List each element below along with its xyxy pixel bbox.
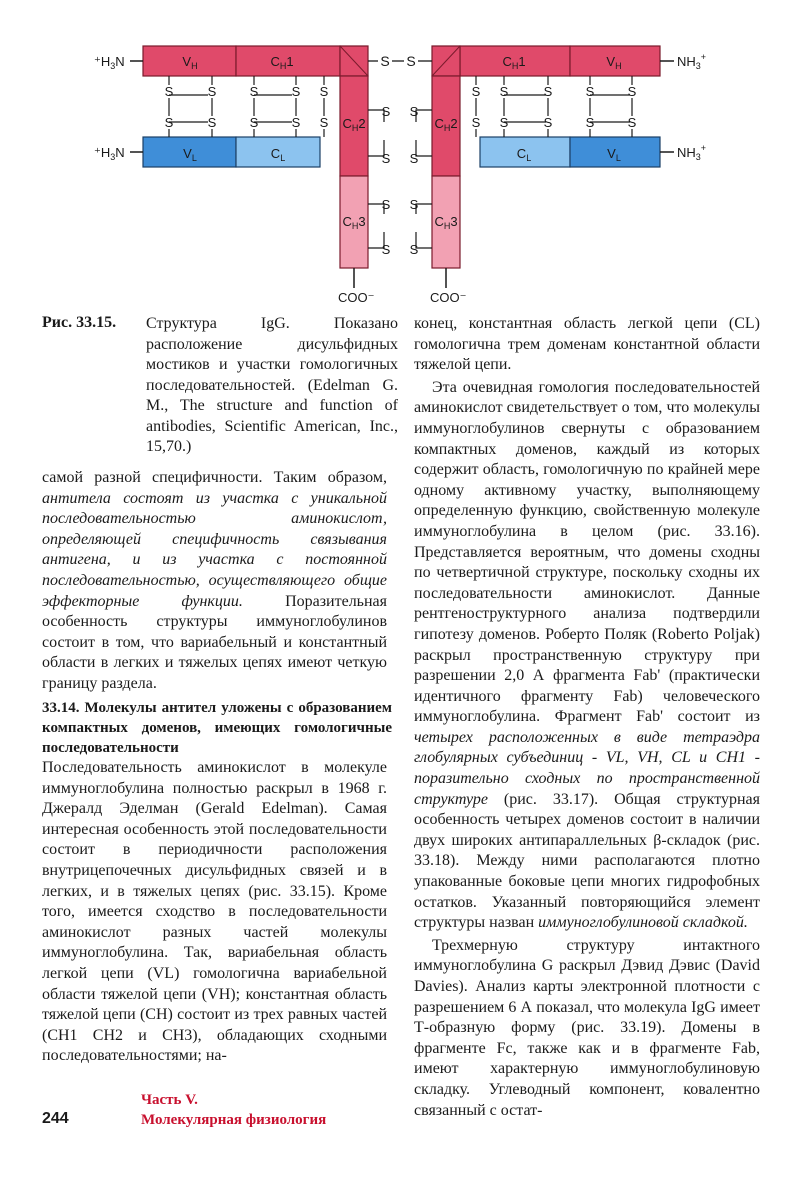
vh-label: $V_H$ [606, 54, 622, 71]
paragraph: Трехмерную структуру интактного иммуноглобулина G раскрыл Дэвид Дэвис (David Davies). Анализ карты электронной плотности с разрешением 6 А показал, что молекула IgG имеет Т-образную форму (рис. 33.19). Домены в фрагменте Fc, также как и в фрагменте Fab, имеют характерную иммуноглобулиновую складку. Углеводный компонент, ковалентно связанный с остат- [414, 936, 760, 1119]
ss-label: S [543, 84, 553, 99]
ss-label: S [380, 53, 390, 69]
section-heading: 33.14. Молекулы антител уложены с образованием компактных доменов, имеющих гомологичные последовательности [42, 700, 392, 756]
ss-label: S [381, 197, 391, 212]
igg-structure-figure [0, 0, 801, 310]
ss-label: S [499, 115, 509, 130]
ss-label: S [471, 84, 481, 99]
figure-caption-text: Структура IgG. Показано расположение дисульфидных мостиков и участки гомологичных последовательностей. (Edelman G. M., The structure and function of antibodies, Scientific American, Inc., 15,70.) [146, 315, 398, 455]
ss-label: S [406, 53, 416, 69]
ss-label: S [499, 84, 509, 99]
ss-label: S [381, 104, 391, 119]
ch1-label: $C_H1$ [270, 54, 294, 71]
ss-label: S [585, 115, 595, 130]
ss-label: S [164, 115, 174, 130]
ss-label: S [585, 84, 595, 99]
footer-part-title: Часть V. Молекулярная физиология [141, 1092, 327, 1128]
n-terminus-label: $NH_3^+$ [677, 143, 707, 162]
n-terminus-label: $NH_3^+$ [677, 52, 707, 71]
vl-label: $V_L$ [183, 146, 197, 163]
ch3-label: $C_H3$ [342, 214, 366, 231]
c-terminus-label: COO⁻ [430, 290, 467, 305]
ss-label: S [409, 242, 419, 257]
right-column [414, 314, 760, 1121]
n-terminus-label: $^+H_3N$ [94, 54, 125, 71]
paragraph: Последовательность аминокислот в молекуле иммуноглобулина полностью раскрыл в 1968 г. Джералд Эделман (Gerald Edelman). Самая интересная особенность этой последовательности состоит в периодичности расположения внутрицепочечных дисульфидных связей и в легких, и в тяжелых цепях (рис. 33.15). Кроме того, имеется сходство в последовательности аминокислот разных частей молекулы иммуноглобулина. Так, вариабельная область легкой цепи (VL) гомологична вариабельной области тяжелой цепи (VH); константная область тяжелой цепи (CH) состоит из трех равных частей (CH1 CH2 и CH3), обладающих сходными последовательностями; на- [42, 759, 387, 1065]
paragraph: конец, константная область легкой цепи (CL) гомологична трем доменам константной области тяжелой цепи. [414, 315, 760, 374]
ss-label: S [207, 115, 217, 130]
left-column-body [42, 758, 387, 1067]
ss-label: S [627, 84, 637, 99]
ss-label: S [291, 115, 301, 130]
ss-label: S [471, 115, 481, 130]
cl-label: $C_L$ [516, 146, 532, 163]
ss-label: S [409, 151, 419, 166]
ss-label: S [319, 84, 329, 99]
ss-label: S [291, 84, 301, 99]
ss-label: S [249, 84, 259, 99]
ss-label: S [627, 115, 637, 130]
ss-label: S [319, 115, 329, 130]
vh-label: $V_H$ [182, 54, 198, 71]
ss-label: S [249, 115, 259, 130]
paragraph: Эта очевидная гомология последовательностей аминокислот свидетельствует о том, что молекулы иммуноглобулинов свернуты с образованием компактных доменов, каждый из которых содержит область, гомологичную по крайней мере одному активному участку, выполняющему определенную функцию, свойственную молекуле иммуноглобулина в целом (рис. 33.16). Представляется вероятным, что домены сходны по четвертичной структуре, поскольку сходны их последовательности аминокислот. Данные рентгеноструктурного анализа подтвердили гипотезу доменов. Роберто Поляк (Roberto Poljak) раскрыл пространственную структуру при разрешении 2,0 А фрагмента Fab' (практически идентичного фрагменту Fab) человеческого иммуноглобулина. Фрагмент Fab' состоит из четырех расположенных в виде тетраэдра глобулярных субъединиц - VL, VH, CL и CH1 - поразительно сходных по пространственной структуре (рис. 33.17). Общая структурная особенность четырех доменов состоит в наличии двух широких антипараллельных β-складок (рис. 33.18). Между ними располагаются плотно упакованные боковые цепи многих гидрофобных остатков. Указанный повторяющийся элемент структуры назван иммуноглобулиновой складкой. [414, 378, 760, 932]
ch2-label: $C_H2$ [342, 116, 366, 133]
ss-label: S [409, 104, 419, 119]
ss-label: S [543, 115, 553, 130]
ch3-label: $C_H3$ [434, 214, 458, 231]
ss-label: S [164, 84, 174, 99]
vl-label: $V_L$ [607, 146, 621, 163]
ss-label: S [381, 151, 391, 166]
figure-caption-label: Рис. 33.15. [42, 314, 117, 331]
cl-label: $C_L$ [270, 146, 286, 163]
ss-label: S [207, 84, 217, 99]
left-column [42, 468, 387, 695]
paragraph: самой разной специфичности. Таким образом, антитела состоят из участка с уникальной последовательностью аминокислот, определяющей специфичность связывания антигена, и из участка с постоянной последовательностью, осуществляющего общие эффекторные функции. Поразительная особенность структуры иммуноглобулинов состоит в том, что вариабельный и константный области в легких и тяжелых цепях имеют четкую границу раздела. [42, 469, 387, 692]
c-terminus-label: COO⁻ [338, 290, 375, 305]
ss-label: S [381, 242, 391, 257]
n-terminus-label: $^+H_3N$ [94, 145, 125, 162]
page-number: 244 [42, 1110, 69, 1127]
ch1-label: $C_H1$ [502, 54, 526, 71]
ss-label: S [409, 197, 419, 212]
ch2-label: $C_H2$ [434, 116, 458, 133]
